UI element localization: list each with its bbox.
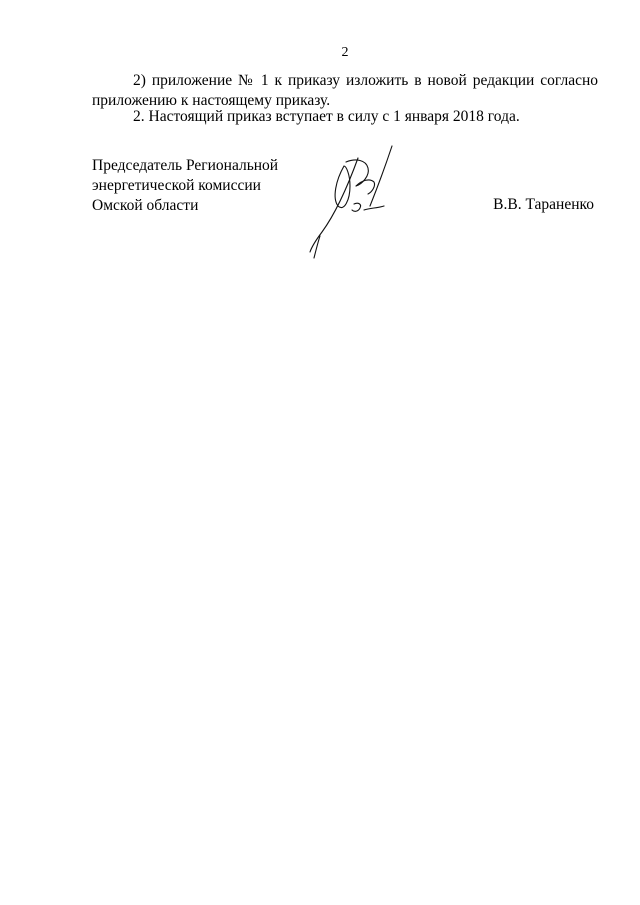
- signatory-title: [92, 156, 278, 216]
- handwritten-signature: [300, 140, 400, 260]
- signatory-name: В.В. Тараненко: [493, 196, 594, 213]
- amendment-line-1: 2) приложение № 1 к приказу изложить в новой редакции согласно: [133, 72, 598, 89]
- amendment-paragraph: [92, 71, 598, 111]
- signatory-title-line-2: энергетической комиссии: [92, 177, 261, 194]
- signatory-title-line-1: Председатель Региональной: [92, 157, 279, 174]
- signatory-title-line-3: Омской области: [92, 197, 199, 214]
- amendment-line-2: приложению к настоящему приказу.: [92, 92, 331, 109]
- page-number: 2: [341, 45, 349, 60]
- effective-date-paragraph: 2. Настоящий приказ вступает в силу с 1 января 2018 года.: [133, 108, 520, 125]
